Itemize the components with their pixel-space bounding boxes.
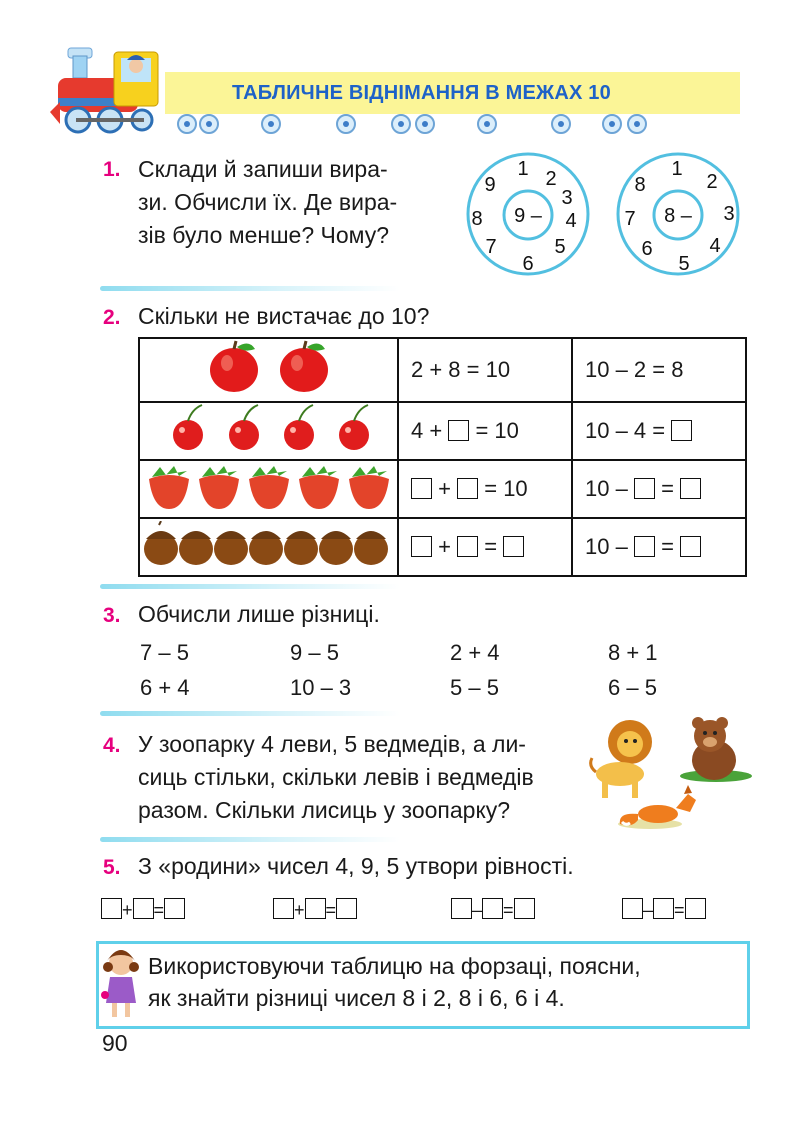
task-2-question: Скільки не вистачає до 10? [138,303,430,329]
tip-line: Використовуючи таблицю на форзаці, поясни, [148,953,641,979]
expression: 2 + 4 [450,640,500,665]
answer-box[interactable] [514,898,535,919]
wheel-number: 7 [485,236,497,258]
separator [100,711,400,716]
equation-template [273,898,357,921]
acorns-picture [139,518,398,576]
wheel-number: 1 [671,158,683,180]
table-row [139,518,746,576]
cherries-picture [139,402,398,460]
answer-box[interactable] [671,420,692,441]
strawberries-picture [139,460,398,518]
equation-part: = 10 [484,476,528,501]
wheel-number: 9 [484,174,496,196]
separator [100,837,400,842]
answer-box[interactable] [457,478,478,499]
equation-template [622,898,706,921]
task-4-text [138,728,534,827]
zoo-animals-picture [588,714,758,839]
acorn-icon [179,531,213,565]
wheel-number: 1 [517,158,529,180]
apple-icon [210,341,258,392]
addition-cell [398,460,572,518]
page-title: ТАБЛИЧНЕ ВІДНІМАННЯ В МЕЖАХ 10 [232,82,611,104]
operator: – [472,900,483,920]
task-3-instruction: Обчисли лише різниці. [138,601,380,627]
separator [100,286,400,291]
wheel-center-label: 8 – [664,205,692,227]
answer-box[interactable] [680,536,701,557]
wheel-number: 3 [561,187,573,209]
missing-to-ten-table [138,337,747,577]
answer-box[interactable] [622,898,643,919]
answer-box[interactable] [336,898,357,919]
table-row [139,402,746,460]
separator [100,584,400,589]
equation-part: = [661,476,674,501]
table-row [139,460,746,518]
wheel-number: 2 [545,168,557,190]
task-4-line: У зоопарку 4 леви, 5 ведмедів, а ли- [138,731,526,757]
wheel-number: 6 [522,253,534,275]
acorn-icon [354,531,388,565]
acorn-icon [214,531,248,565]
cherry-icon [229,420,259,450]
expression: 9 – 5 [290,640,339,665]
operator: = [325,900,337,920]
strawberry-icon [199,466,239,509]
answer-box[interactable] [451,898,472,919]
strawberry-icon [149,466,189,509]
equation-template [451,898,535,921]
table-row [139,338,746,402]
wheel-number: 2 [706,171,718,193]
wheel-number: 5 [678,253,690,275]
expression: 6 – 5 [608,675,657,700]
girl-helper-icon [98,945,144,1019]
wheel-number: 6 [641,238,653,260]
operator: = [503,900,514,920]
equation-part: = 10 [475,418,519,443]
answer-box[interactable] [653,898,674,919]
equation-part: + [438,534,451,559]
operator: + [294,900,305,920]
fox-icon [618,785,696,829]
strawberry-icon [349,466,389,509]
number-wheel-8 [614,150,744,278]
acorn-icon [249,531,283,565]
wheel-number: 3 [723,203,735,225]
expression: 8 + 1 [608,640,658,665]
answer-box[interactable] [634,478,655,499]
strawberry-icon [299,466,339,509]
wheel-center-label: 9 – [514,205,542,227]
answer-box[interactable] [305,898,326,919]
subtraction-cell [572,402,746,460]
track-dots [175,112,665,136]
addition-cell [398,402,572,460]
operator: – [643,900,654,920]
answer-box[interactable] [411,536,432,557]
answer-box[interactable] [164,898,185,919]
equation-part: 10 – [585,476,628,501]
answer-box[interactable] [411,478,432,499]
page-number: 90 [102,1030,128,1056]
answer-box[interactable] [482,898,503,919]
answer-box[interactable] [685,898,706,919]
wheel-number: 8 [471,208,483,230]
expression: 5 – 5 [450,675,499,700]
answer-box[interactable] [101,898,122,919]
acorn-icon [144,521,178,565]
answer-box[interactable] [457,536,478,557]
answer-box[interactable] [273,898,294,919]
operator: = [153,900,165,920]
apples-picture [139,338,398,402]
cherry-icon [284,420,314,450]
operator: + [122,900,133,920]
task-4-number: 4. [103,734,121,757]
answer-box[interactable] [634,536,655,557]
number-wheel-9 [464,150,594,278]
equation-part: = [661,534,674,559]
task-2-number: 2. [103,306,121,329]
task-4-line: разом. Скільки лисиць у зоопарку? [138,797,511,823]
task-1-text [138,153,397,252]
operator: = [674,900,685,920]
equation-part: 10 – [585,534,628,559]
subtraction-cell [572,518,746,576]
task-5-number: 5. [103,856,121,879]
apple-icon [280,341,328,392]
acorn-icon [284,531,318,565]
answer-box[interactable] [133,898,154,919]
answer-box[interactable] [680,478,701,499]
task-1-line: зи. Обчисли їх. Де вира- [138,189,398,215]
wheel-number: 8 [634,174,646,196]
cherry-icon [173,420,203,450]
task-4-line: сиць стільки, скільки левів і ведмедів [138,764,534,790]
lion-icon [591,720,652,798]
equation-part: 10 – 4 = [585,418,666,443]
bear-icon [680,717,752,782]
train-locomotive-icon [48,38,178,138]
equation-part: + [438,476,451,501]
strawberry-icon [249,466,289,509]
addition-cell [398,518,572,576]
task-1-line: зів було менше? Чому? [138,222,390,248]
expression: 10 – 3 [290,675,352,700]
addition-cell: 2 + 8 = 10 [398,338,572,402]
cherry-icon [339,420,369,450]
equation-template [101,898,185,921]
task-5-instruction: З «родини» чисел 4, 9, 5 утвори рівності. [138,853,574,879]
wheel-number: 5 [554,236,566,258]
equation-part: = [484,534,498,559]
task-1-line: Склади й запиши вира- [138,156,388,182]
tip-line: як знайти різниці чисел 8 і 2, 8 і 6, 6 і 4. [148,985,565,1011]
acorn-icon [319,531,353,565]
subtraction-cell [572,460,746,518]
subtraction-cell: 10 – 2 = 8 [572,338,746,402]
expression: 7 – 5 [140,640,189,665]
tip-text [148,950,641,1014]
task-1-number: 1. [103,158,121,181]
task-3-number: 3. [103,604,121,627]
equation-part: 4 + [411,418,443,443]
answer-box[interactable] [503,536,524,557]
wheel-number: 4 [709,235,721,257]
wheel-number: 7 [624,208,636,230]
answer-box[interactable] [448,420,469,441]
expression: 6 + 4 [140,675,190,700]
wheel-number: 4 [565,210,577,232]
